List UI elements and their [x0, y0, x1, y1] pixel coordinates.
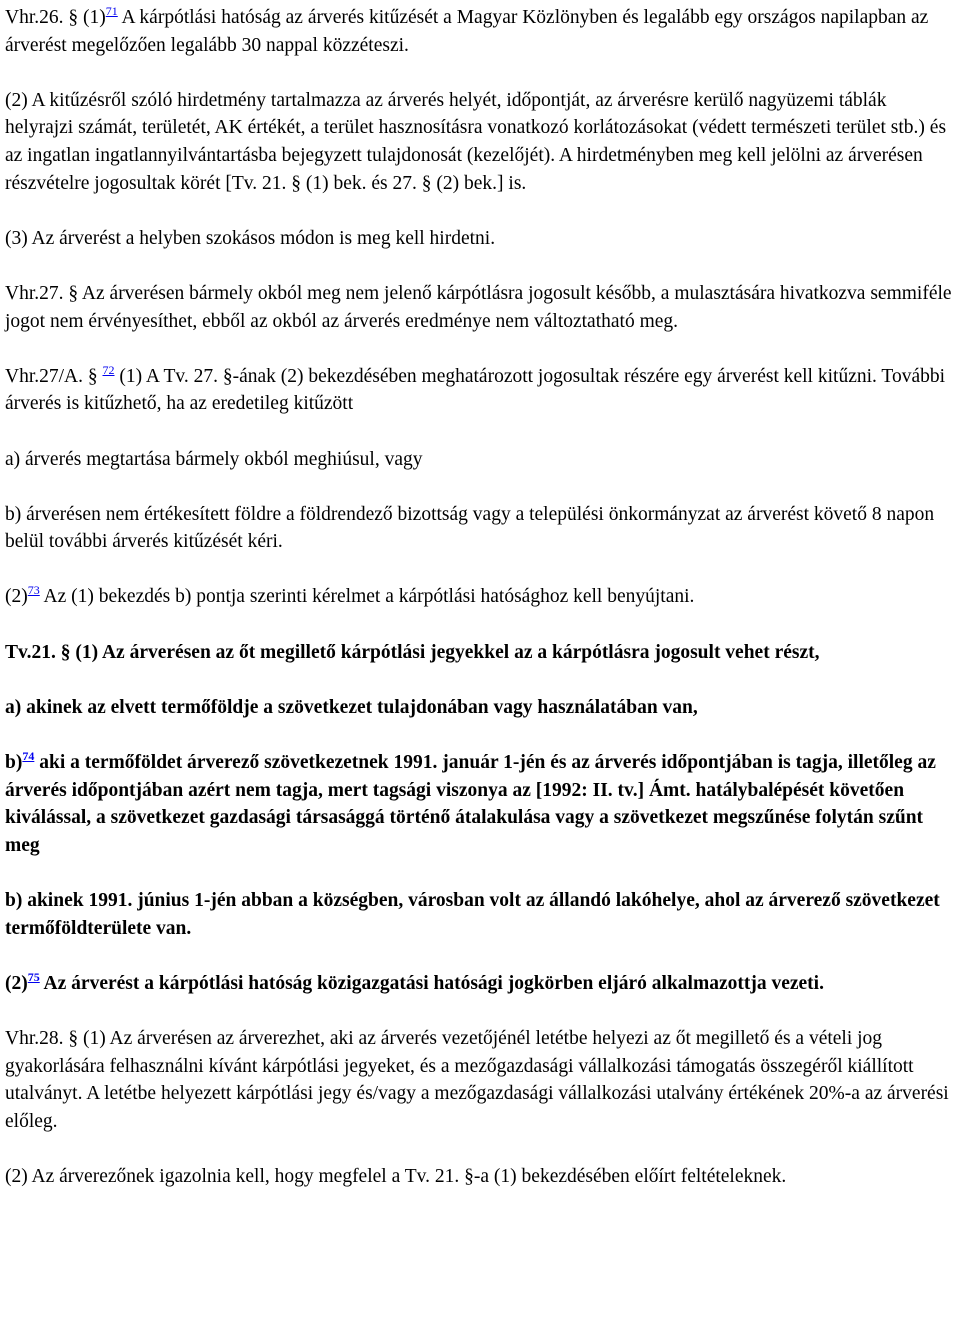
paragraph-text: Vhr.28. § (1) Az árverésen az árverezhet, aki az árverés vezetőjénél letétbe helyezi az őt megillető és a vételi jog gyakorlására felhasználni kívánt kárpótlási jegyeket, és a mezőgazdasági vállalkozási támogatás összegéről kiállított utalványt. A letétbe helyezett kárpótlási jegy és/vagy a mezőgazdasági vállalkozási utalvány értékének 20%-a az árverési előleg.: [5, 1027, 949, 1132]
paragraph-text: (2): [5, 972, 28, 994]
paragraph-11: [5, 749, 954, 859]
footnote-link-71[interactable]: 71: [105, 4, 118, 18]
paragraph-1: [5, 4, 954, 59]
paragraph-text: A kárpótlási hatóság az árverés kitűzését a Magyar Közlönyben és legalább egy országos napilapban az árverést megelőzően legalább 30 nappal közzéteszi.: [5, 7, 929, 56]
paragraph-text: (2) A kitűzésről szóló hirdetmény tartalmazza az árverés helyét, időpontját, az árverésre kerülő nagyüzemi táblák helyrajzi számát, területét, AK értékét, a terület hasznosításra vonatkozó korlátozásokat (védett természeti terület stb.) és az ingatlan ingatlannyilvántartásba bejegyzett tulajdonosát (kezelőjét). A hirdetményben meg kell jelölni az árverésen részvételre jogosultak körét [Tv. 21. § (1) bek. és 27. § (2) bek.] is.: [5, 89, 947, 194]
paragraph-2: [5, 87, 954, 197]
footnote-link-72[interactable]: 72: [102, 362, 115, 377]
paragraph-8: [5, 583, 954, 611]
paragraph-3: [5, 225, 954, 253]
paragraph-text: b) akinek 1991. június 1-jén abban a községben, városban volt az állandó lakóhelye, ahol az árverező szövetkezet termőföldterülete van.: [5, 890, 940, 939]
footnote-link-74[interactable]: 74: [22, 749, 35, 764]
paragraph-5: [5, 363, 954, 418]
paragraph-text: b) árverésen nem értékesített földre a földrendező bizottság vagy a települési önkormányzat az árverést követő 8 napon belül további árverés kitűzését kéri.: [5, 503, 935, 553]
paragraph-text: Vhr.27. § Az árverésen bármely okból meg nem jelenő kárpótlásra jogosult később, a mulasztására hivatkozva semmiféle jogot nem érvényesíthet, ebből az okból az árverés eredménye nem változtatható meg.: [5, 282, 952, 332]
footnote-link-75[interactable]: 75: [27, 969, 40, 984]
paragraph-text: aki a termőföldet árverező szövetkezetnek 1991. január 1-jén és az árverés időpontjában is tagja, illetőleg az árverés időpontjában azért nem tagja, mert tagsági viszonya az [1992: II. tv.] Ámt. hatálybalépését követően kiválással, a szövetkezet gazdasági társasággá történő átalakulása vagy a szövetkezet megszűnése folytán szűnt meg: [5, 752, 936, 856]
paragraph-text: Az árverést a kárpótlási hatóság közigazgatási hatósági jogkörben eljáró alkalmazottja vezeti.: [39, 972, 824, 994]
paragraph-text: Az (1) bekezdés b) pontja szerinti kérelmet a kárpótlási hatósághoz kell benyújtani.: [39, 586, 695, 608]
paragraph-text: a) árverés megtartása bármely okból meghiúsul, vagy: [5, 448, 423, 470]
paragraph-text: (1) A Tv. 27. §-ának (2) bekezdésében meghatározott jogosultak részére egy árverést kell kitűzni. További árverés is kitűzhető, ha az eredetileg kitűzött: [5, 365, 946, 415]
paragraph-4: [5, 280, 954, 335]
paragraph-9: [5, 639, 954, 667]
paragraph-text: Tv.21. § (1) Az árverésen az őt megillető kárpótlási jegyekkel az a kárpótlásra jogosult vehet részt,: [5, 641, 820, 663]
paragraph-text: a) akinek az elvett termőföldje a szövetkezet tulajdonában vagy használatában van,: [5, 696, 698, 718]
paragraph-12: [5, 887, 954, 942]
paragraph-text: (3) Az árverést a helyben szokásos módon is meg kell hirdetni.: [5, 227, 496, 249]
paragraph-10: [5, 694, 954, 722]
paragraph-text: (2) Az árverezőnek igazolnia kell, hogy megfelel a Tv. 21. §-a (1) bekezdésében előírt feltételeknek.: [5, 1165, 787, 1187]
paragraph-6: [5, 446, 954, 474]
paragraph-7: [5, 501, 954, 556]
paragraph-text: Vhr.27/A. §: [5, 365, 103, 387]
paragraph-text: b): [5, 752, 23, 774]
paragraph-13: [5, 970, 954, 998]
paragraph-text: Vhr.26. § (1): [5, 7, 106, 28]
footnote-link-73[interactable]: 73: [27, 583, 40, 598]
paragraph-14: [5, 1025, 954, 1135]
paragraph-text: (2): [5, 586, 28, 608]
paragraph-15: [5, 1163, 954, 1191]
